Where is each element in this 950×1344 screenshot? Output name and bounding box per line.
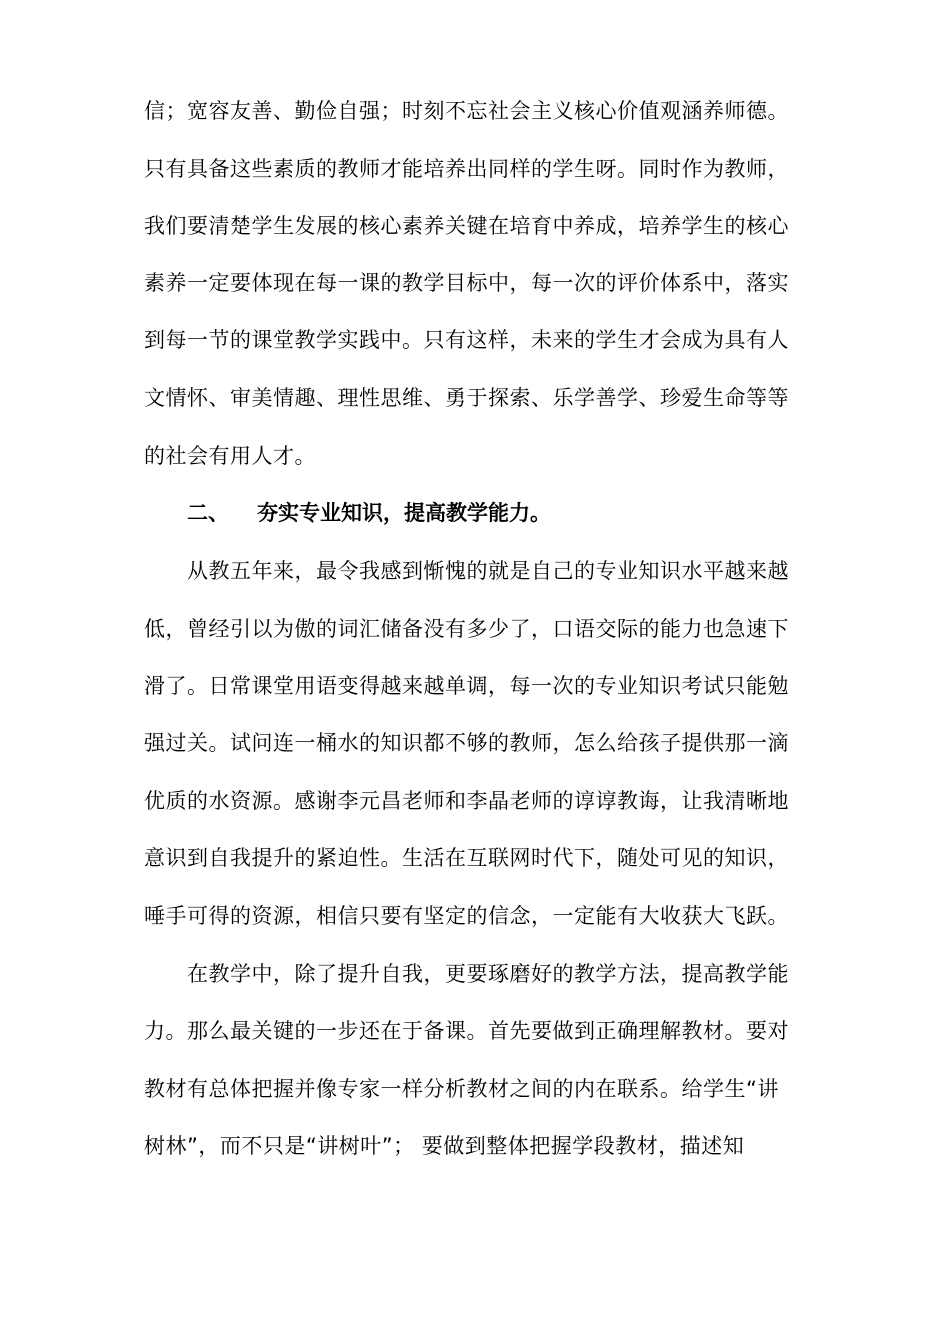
- para1-line-1: 信；宽容友善、勤俭自强；时刻不忘社会主义核心价值观涵养师德。: [144, 99, 789, 123]
- para2-line-4: 强过关。试问连一桶水的知识都不够的教师，怎么给孩子提供那一滴: [144, 731, 789, 755]
- para1-line-2: 只有具备这些素质的教师才能培养出同样的学生呀。同时作为教师，: [144, 157, 789, 181]
- para2-line-5: 优质的水资源。感谢李元昌老师和李晶老师的谆谆教诲，让我清晰地: [144, 789, 789, 813]
- para2-line-1: 从教五年来，最令我感到惭愧的就是自己的专业知识水平越来越: [187, 559, 789, 583]
- para1-line-6: 文情怀、审美情趣、理性思维、勇于探索、乐学善学、珍爱生命等等: [144, 386, 789, 410]
- section-heading: [187, 498, 551, 528]
- para2-line-6: 意识到自我提升的紧迫性。生活在互联网时代下，随处可见的知识，: [144, 846, 789, 870]
- section-heading-text: 夯实专业知识，提高教学能力。: [257, 501, 551, 525]
- para3-line-2: 力。那么最关键的一步还在于备课。首先要做到正确理解教材。要对: [144, 1019, 789, 1043]
- section-heading-number: 二、: [187, 501, 229, 525]
- para2-line-2: 低，曾经引以为傲的词汇储备没有多少了，口语交际的能力也急速下: [144, 617, 789, 641]
- para1-line-3: 我们要清楚学生发展的核心素养关键在培育中养成，培养学生的核心: [144, 214, 789, 238]
- para1-line-4: 素养一定要体现在每一课的教学目标中，每一次的评价体系中，落实: [144, 271, 789, 295]
- para3-line-4: 树林”，而不只是“讲树叶”； 要做到整体把握学段教材，描述知: [144, 1134, 745, 1158]
- para3-line-1: 在教学中，除了提升自我，更要琢磨好的教学方法，提高教学能: [187, 962, 789, 986]
- para1-line-7: 的社会有用人才。: [144, 444, 316, 468]
- para2-line-7: 唾手可得的资源，相信只要有坚定的信念，一定能有大收获大飞跃。: [144, 904, 789, 928]
- para2-line-3: 滑了。日常课堂用语变得越来越单调，每一次的专业知识考试只能勉: [144, 674, 789, 698]
- para1-line-5: 到每一节的课堂教学实践中。只有这样，未来的学生才会成为具有人: [144, 328, 789, 352]
- para3-line-3: 教材有总体把握并像专家一样分析教材之间的内在联系。给学生“讲: [144, 1077, 779, 1101]
